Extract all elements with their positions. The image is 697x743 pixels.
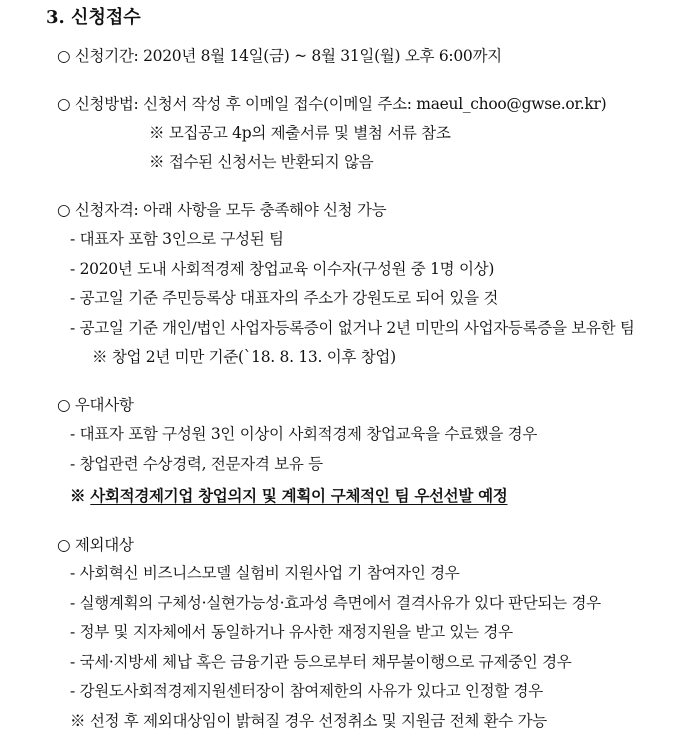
application-period: ○ 신청기간: 2020년 8월 14일(금) ~ 8월 31일(월) 오후 6:00까지 [57, 47, 502, 65]
method-note: ※ 모집공고 4p의 제출서류 및 별첨 서류 참조 [149, 124, 451, 142]
exclusion-heading: ○ 제외대상 [57, 536, 134, 554]
exclusion-item: - 정부 및 지자체에서 동일하거나 유사한 재정지원을 받고 있는 경우 [70, 623, 513, 641]
exclusion-item: - 강원도사회적경제지원센터장이 참여제한의 사유가 있다고 인정할 경우 [70, 682, 543, 700]
note-mark: ※ [70, 486, 91, 505]
method-note: ※ 접수된 신청서는 반환되지 않음 [149, 153, 374, 171]
priority-selection-note: 사회적경제기업 창업의지 및 계획이 구체적인 팀 우선선발 예정 [90, 486, 508, 505]
section-title: 3. 신청접수 [46, 7, 141, 28]
exclusion-item: - 사회혁신 비즈니스모델 실험비 지원사업 기 참여자인 경우 [70, 564, 460, 582]
eligibility-heading: ○ 신청자격: 아래 사항을 모두 충족해야 신청 가능 [57, 201, 387, 219]
exclusion-item: - 실행계획의 구체성·실현가능성·효과성 측면에서 결격사유가 있다 판단되는 경우 [70, 594, 601, 612]
exclusion-item: - 국세·지방세 체납 혹은 금융기관 등으로부터 채무불이행으로 규제중인 경우 [70, 653, 572, 671]
preference-heading: ○ 우대사항 [57, 396, 134, 414]
application-method: ○ 신청방법: 신청서 작성 후 이메일 접수(이메일 주소: maeul_choo@gwse.or.kr) [57, 95, 607, 113]
preference-item: - 대표자 포함 구성원 3인 이상이 사회적경제 창업교육을 수료했을 경우 [70, 425, 537, 443]
exclusion-note: ※ 선정 후 제외대상임이 밝혀질 경우 선정취소 및 지원금 전체 환수 가능 [70, 712, 547, 730]
eligibility-item: - 공고일 기준 주민등록상 대표자의 주소가 강원도로 되어 있을 것 [70, 289, 499, 307]
preference-item: - 창업관련 수상경력, 전문자격 보유 등 [70, 455, 323, 473]
eligibility-item: - 공고일 기준 개인/법인 사업자등록증이 없거나 2년 미만의 사업자등록증을 보유한 팀 [70, 319, 635, 337]
eligibility-note: ※ 창업 2년 미만 기준(`18. 8. 13. 이후 창업) [92, 348, 396, 366]
eligibility-item: - 대표자 포함 3인으로 구성된 팀 [70, 230, 284, 248]
preference-note [70, 486, 507, 506]
eligibility-item: - 2020년 도내 사회적경제 창업교육 이수자(구성원 중 1명 이상) [70, 260, 495, 278]
